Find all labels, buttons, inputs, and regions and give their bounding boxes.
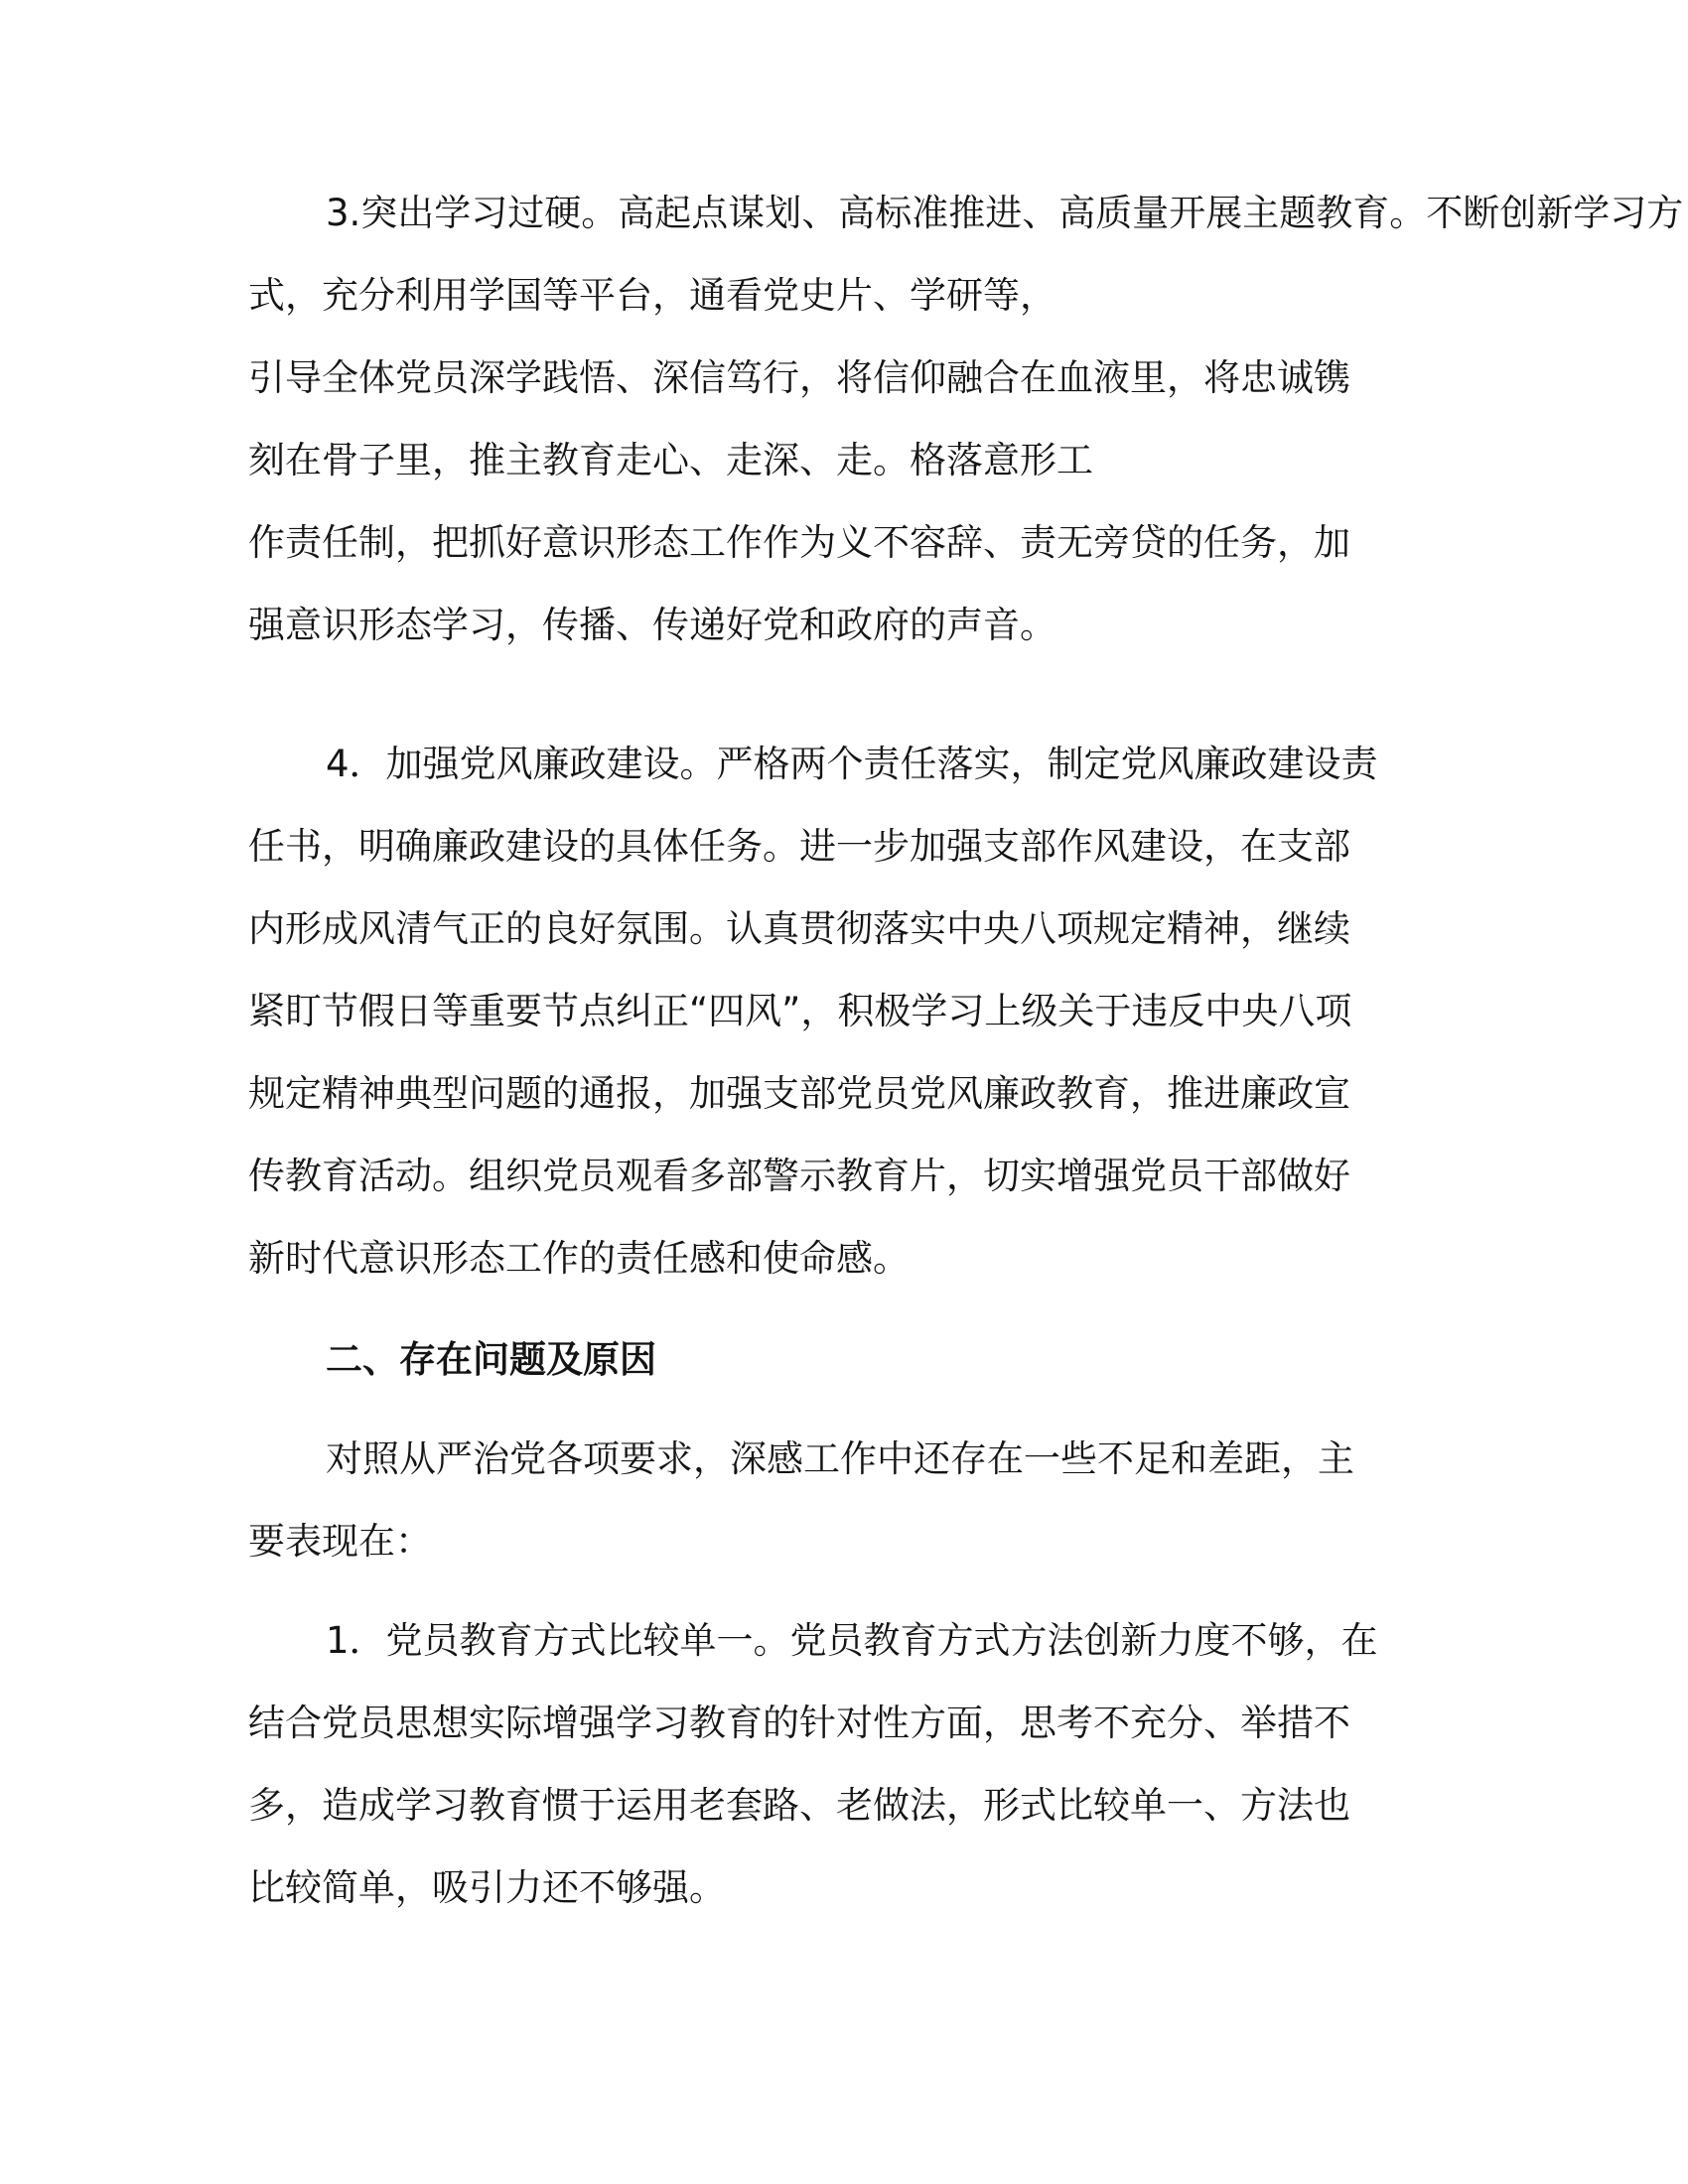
text-line: 作责任制，把抓好意识形态工作作为义不容辞、责无旁贷的任务，加 [248, 521, 1350, 564]
text-line: 刻在骨子里，推主教育走心、走深、走。格落意形工 [248, 439, 1093, 481]
section-title: 二、存在问题及原因 [326, 1338, 656, 1381]
text-line: 4．加强党风廉政建设。严格两个责任落实，制定党风廉政建设责 [326, 743, 1378, 785]
text-line: 传教育活动。组织党员观看多部警示教育片，切实增强党员干部做好 [248, 1155, 1350, 1197]
text-line: 紧盯节假日等重要节点纠正“四风”，积极学习上级关于违反中央八项 [248, 990, 1352, 1032]
text-line: 要表现在： [248, 1520, 432, 1563]
text-line: 任书，明确廉政建设的具体任务。进一步加强支部作风建设，在支部 [248, 825, 1350, 868]
text-line: 新时代意识形态工作的责任感和使命感。 [248, 1237, 910, 1280]
text-line: 比较简单，吸引力还不够强。 [248, 1866, 726, 1909]
text-line: 式，充分利用学国等平台，通看党史片、学研等， [248, 274, 1056, 317]
text-line: 3.突出学习过硬。高起点谋划、高标准推进、高质量开展主题教育。不断创新学习方 [326, 192, 1684, 234]
text-line: 结合党员思想实际增强学习教育的针对性方面，思考不充分、举措不 [248, 1702, 1350, 1744]
text-line: 对照从严治党各项要求，深感工作中还存在一些不足和差距，主 [326, 1437, 1354, 1480]
text-line: 多，造成学习教育惯于运用老套路、老做法，形式比较单一、方法也 [248, 1784, 1350, 1827]
text-line: 强意识形态学习，传播、传递好党和政府的声音。 [248, 604, 1056, 646]
text-line: 内形成风清气正的良好氛围。认真贯彻落实中央八项规定精神，继续 [248, 907, 1350, 950]
text-line: 1．党员教育方式比较单一。党员教育方式方法创新力度不够，在 [326, 1619, 1378, 1662]
text-line: 规定精神典型问题的通报，加强支部党员党风廉政教育，推进廉政宣 [248, 1072, 1350, 1115]
text-line: 引导全体党员深学践悟、深信笃行，将信仰融合在血液里，将忠诚镌 [248, 356, 1350, 399]
